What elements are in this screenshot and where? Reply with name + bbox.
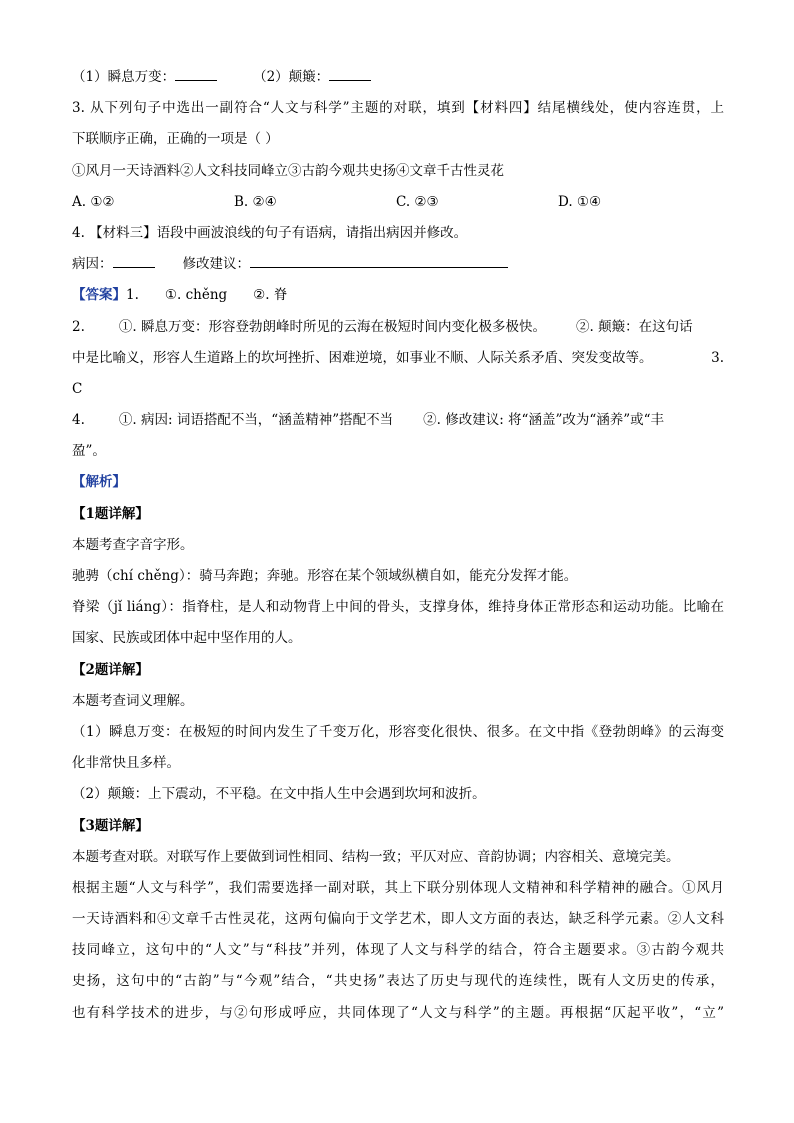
detail-1-line3: 国家、民族或团体中起中坚作用的人。 <box>72 630 302 647</box>
q2-item2-blank <box>329 66 371 81</box>
q3-option-b: B. ②④ <box>234 193 277 210</box>
answer-2-line2 <box>72 343 724 374</box>
q4-suggest-label: 修改建议： <box>182 256 250 273</box>
detail-3-line1: 根据主题“人文与科学”，我们需要选择一副对联，其上下联分别体现人文精神和科学精神的融合。①风月 <box>72 879 724 896</box>
answer-2-part1: ①. 瞬息万变：形容登勃朗峰时所见的云海在极短时间内变化极多极快。 <box>118 318 546 335</box>
document-page <box>72 62 724 1029</box>
answer-1-num: 1. <box>126 287 139 304</box>
q3-stem-line2: 下联顺序正确，正确的一项是（ ） <box>72 131 279 148</box>
answer-1-part1: ①. chěng <box>164 287 228 304</box>
detail-1-intro: 本题考查字音字形。 <box>72 536 194 553</box>
answer-2-cont: 中是比喻义，形容人生道路上的坎坷挫折、困难逆境，如事业不顺、人际关系矛盾、突发变故等。 <box>72 349 653 366</box>
q2-item1-label: （1）瞬息万变： <box>72 69 176 85</box>
detail-2-line1: （1）瞬息万变：在极短的时间内发生了千变万化，形容变化很快、很多。在文中指《登勃朗峰》的云海变 <box>72 723 724 740</box>
answer-3-num: 3. <box>711 349 724 366</box>
detail-1-line1: 驰骋（chí chěng）：骑马奔跑；奔驰。形容在某个领域纵横自如，能充分发挥才能。 <box>72 568 578 584</box>
q4-stem: 4. 【材料三】语段中画波浪线的句子有语病，请指出病因并修改。 <box>72 224 468 241</box>
answer-2-num: 2. <box>72 318 85 335</box>
q3-option-a: A. ①② <box>72 193 115 210</box>
answer-4-num: 4. <box>72 412 85 429</box>
q2-item1-blank <box>175 66 217 81</box>
q4-blank-line <box>72 249 724 280</box>
q4-suggest-blank <box>250 253 508 268</box>
detail-3-line4: 史扬，这句中的“古韵”与“今观”结合，“共史扬”表达了历史与现代的连续性，既有人文历史的传承， <box>72 973 724 990</box>
answer-tag: 【答案】 <box>72 287 126 304</box>
detail-3-line3: 技同峰立，这句中的“人文”与“科技”并列，体现了人文与科学的结合，符合主题要求。③古韵今观共 <box>72 942 724 959</box>
detail-2-line2: 化非常快且多样。 <box>72 755 180 772</box>
q3-stem-line1: 3. 从下列句子中选出一副符合“人文与科学”主题的对联，填到【材料四】结尾横线处，使内容连贯，上 <box>72 100 724 117</box>
answer-line1 <box>72 280 724 311</box>
q4-cause-blank <box>113 253 155 268</box>
answer-4-line1 <box>72 405 724 436</box>
answer-4-line2: 盈”。 <box>72 443 106 460</box>
q3-option-c: C. ②③ <box>396 193 439 210</box>
answer-4-part2: ②. 修改建议: 将“涵盖”改为“涵养”或“丰 <box>423 412 665 429</box>
q2-item2-label: （2）颠簸： <box>253 69 330 85</box>
detail-3-intro: 本题考查对联。对联写作上要做到词性相同、结构一致；平仄对应、音韵协调；内容相关、意境完美。 <box>72 848 680 865</box>
detail-1-line2: 脊梁（jǐ liáng）：指脊柱，是人和动物背上中间的骨头，支撑身体，维持身体正常形态和运动功能。比喻在 <box>72 599 724 616</box>
answer-2-line1 <box>72 312 724 343</box>
q4-cause-label: 病因： <box>72 256 113 273</box>
q3-options <box>72 187 724 218</box>
answer-2-part2: ②. 颠簸：在这句话 <box>575 318 693 335</box>
detail-2-title: 【2题详解】 <box>72 661 149 678</box>
q3-option-d: D. ①④ <box>558 193 602 210</box>
q2-blank-line <box>72 62 724 93</box>
detail-3-line2: 一天诗酒料和④文章千古性灵花，这两句偏向于文学艺术，即人文方面的表达，缺乏科学元素。②人文科 <box>72 911 724 928</box>
detail-3-title: 【3题详解】 <box>72 817 149 834</box>
answer-4-part1: ①. 病因: 词语搭配不当，“涵盖精神”搭配不当 <box>118 412 394 429</box>
answer-1-part2: ②. 脊 <box>253 287 288 304</box>
detail-1-title: 【1题详解】 <box>72 505 149 522</box>
analysis-tag: 【解析】 <box>72 474 126 491</box>
detail-3-line5: 也有科学技术的进步，与②句形成呼应，共同体现了“人文与科学”的主题。再根据“仄起平收”，“立” <box>72 1004 724 1021</box>
answer-3-value: C <box>72 380 83 397</box>
detail-2-intro: 本题考查词义理解。 <box>72 692 194 709</box>
detail-2-line3: （2）颠簸：上下震动，不平稳。在文中指人生中会遇到坎坷和波折。 <box>72 786 486 803</box>
q3-sentences: ①风月一天诗酒料②人文科技同峰立③古韵今观共史扬④文章千古性灵花 <box>72 162 504 179</box>
